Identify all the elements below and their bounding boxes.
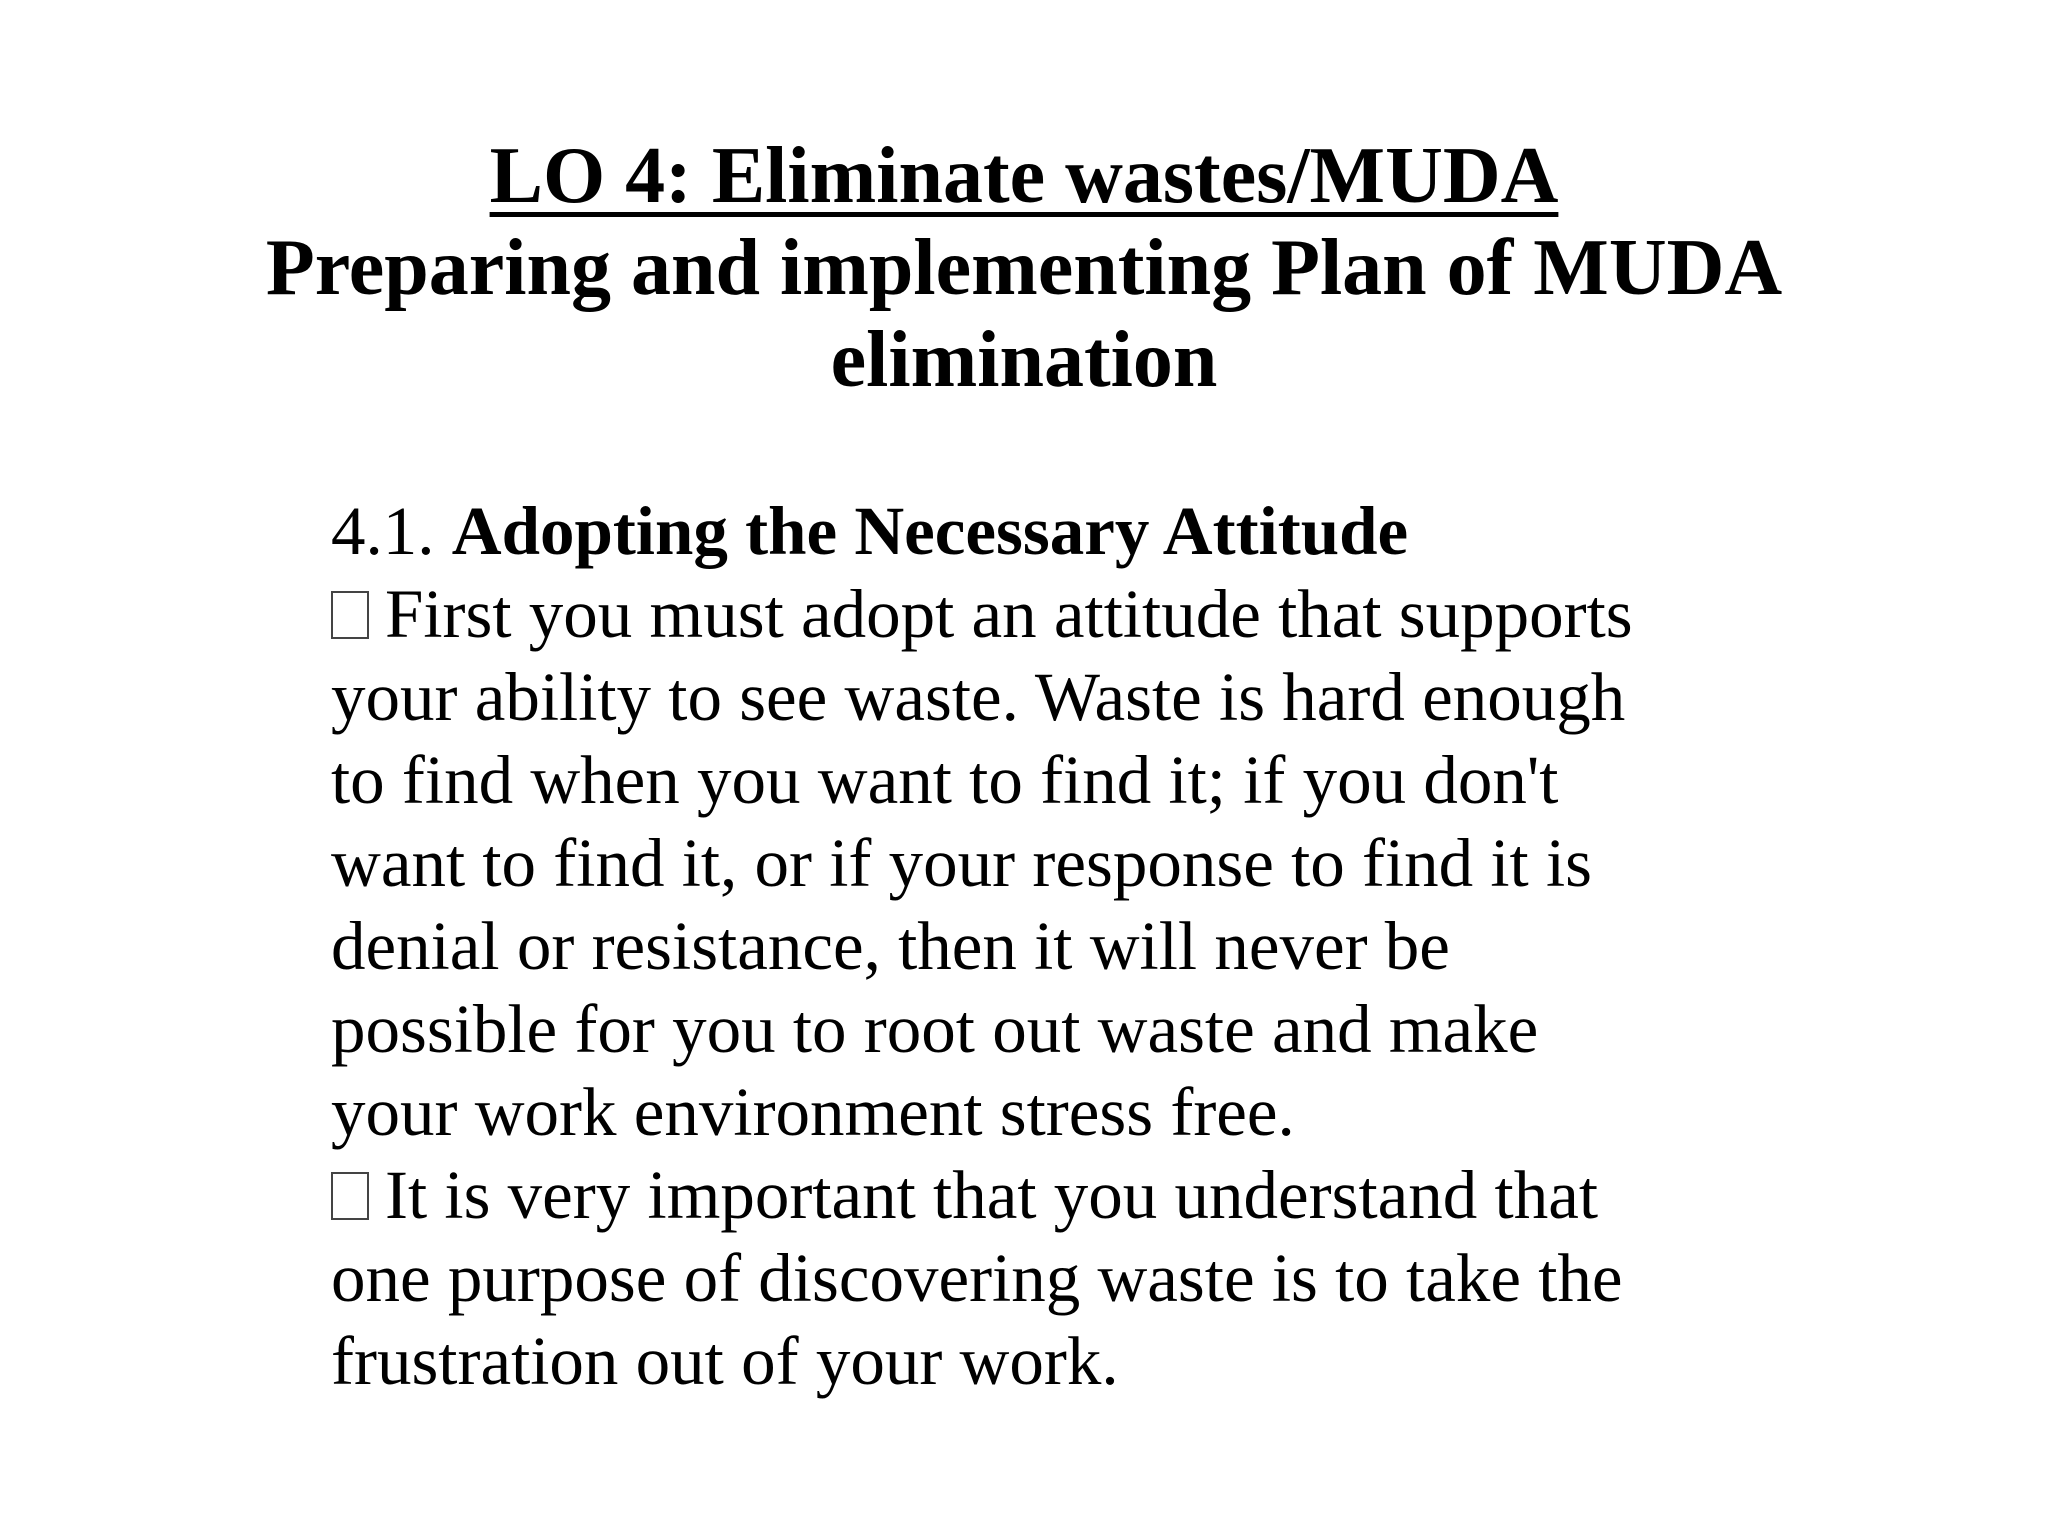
title-line-3: elimination: [830, 316, 1218, 404]
slide-body: [331, 490, 1731, 1403]
section-heading: [331, 490, 1731, 573]
bullet-text: First you must adopt an attitude that supports: [385, 576, 1633, 652]
bullet-line: [331, 573, 1731, 656]
bullet-line: your work environment stress free.: [331, 1074, 1295, 1150]
bullet-line: one purpose of discovering waste is to take the: [331, 1240, 1623, 1316]
missing-glyph-box-icon: [331, 1172, 369, 1220]
bullet-item-1: [331, 573, 1731, 1154]
bullet-line: [331, 1154, 1731, 1237]
bullet-line: your ability to see waste. Waste is hard enough: [331, 659, 1626, 735]
missing-glyph-box-icon: [331, 591, 369, 639]
bullet-line: denial or resistance, then it will never be: [331, 908, 1450, 984]
bullet-line: to find when you want to find it; if you don't: [331, 742, 1559, 818]
slide-title: [0, 130, 2048, 406]
title-line-1: LO 4: Eliminate wastes/MUDA: [489, 132, 1559, 220]
bullet-line: frustration out of your work.: [331, 1323, 1119, 1399]
section-heading-text: Adopting the Necessary Attitude: [451, 493, 1409, 569]
bullet-line: want to find it, or if your response to find it is: [331, 825, 1593, 901]
bullet-text: It is very important that you understand that: [385, 1157, 1598, 1233]
bullet-item-2: [331, 1154, 1731, 1403]
section-number: 4.1.: [331, 493, 435, 569]
bullet-line: possible for you to root out waste and make: [331, 991, 1539, 1067]
title-line-2: Preparing and implementing Plan of MUDA: [265, 224, 1783, 312]
